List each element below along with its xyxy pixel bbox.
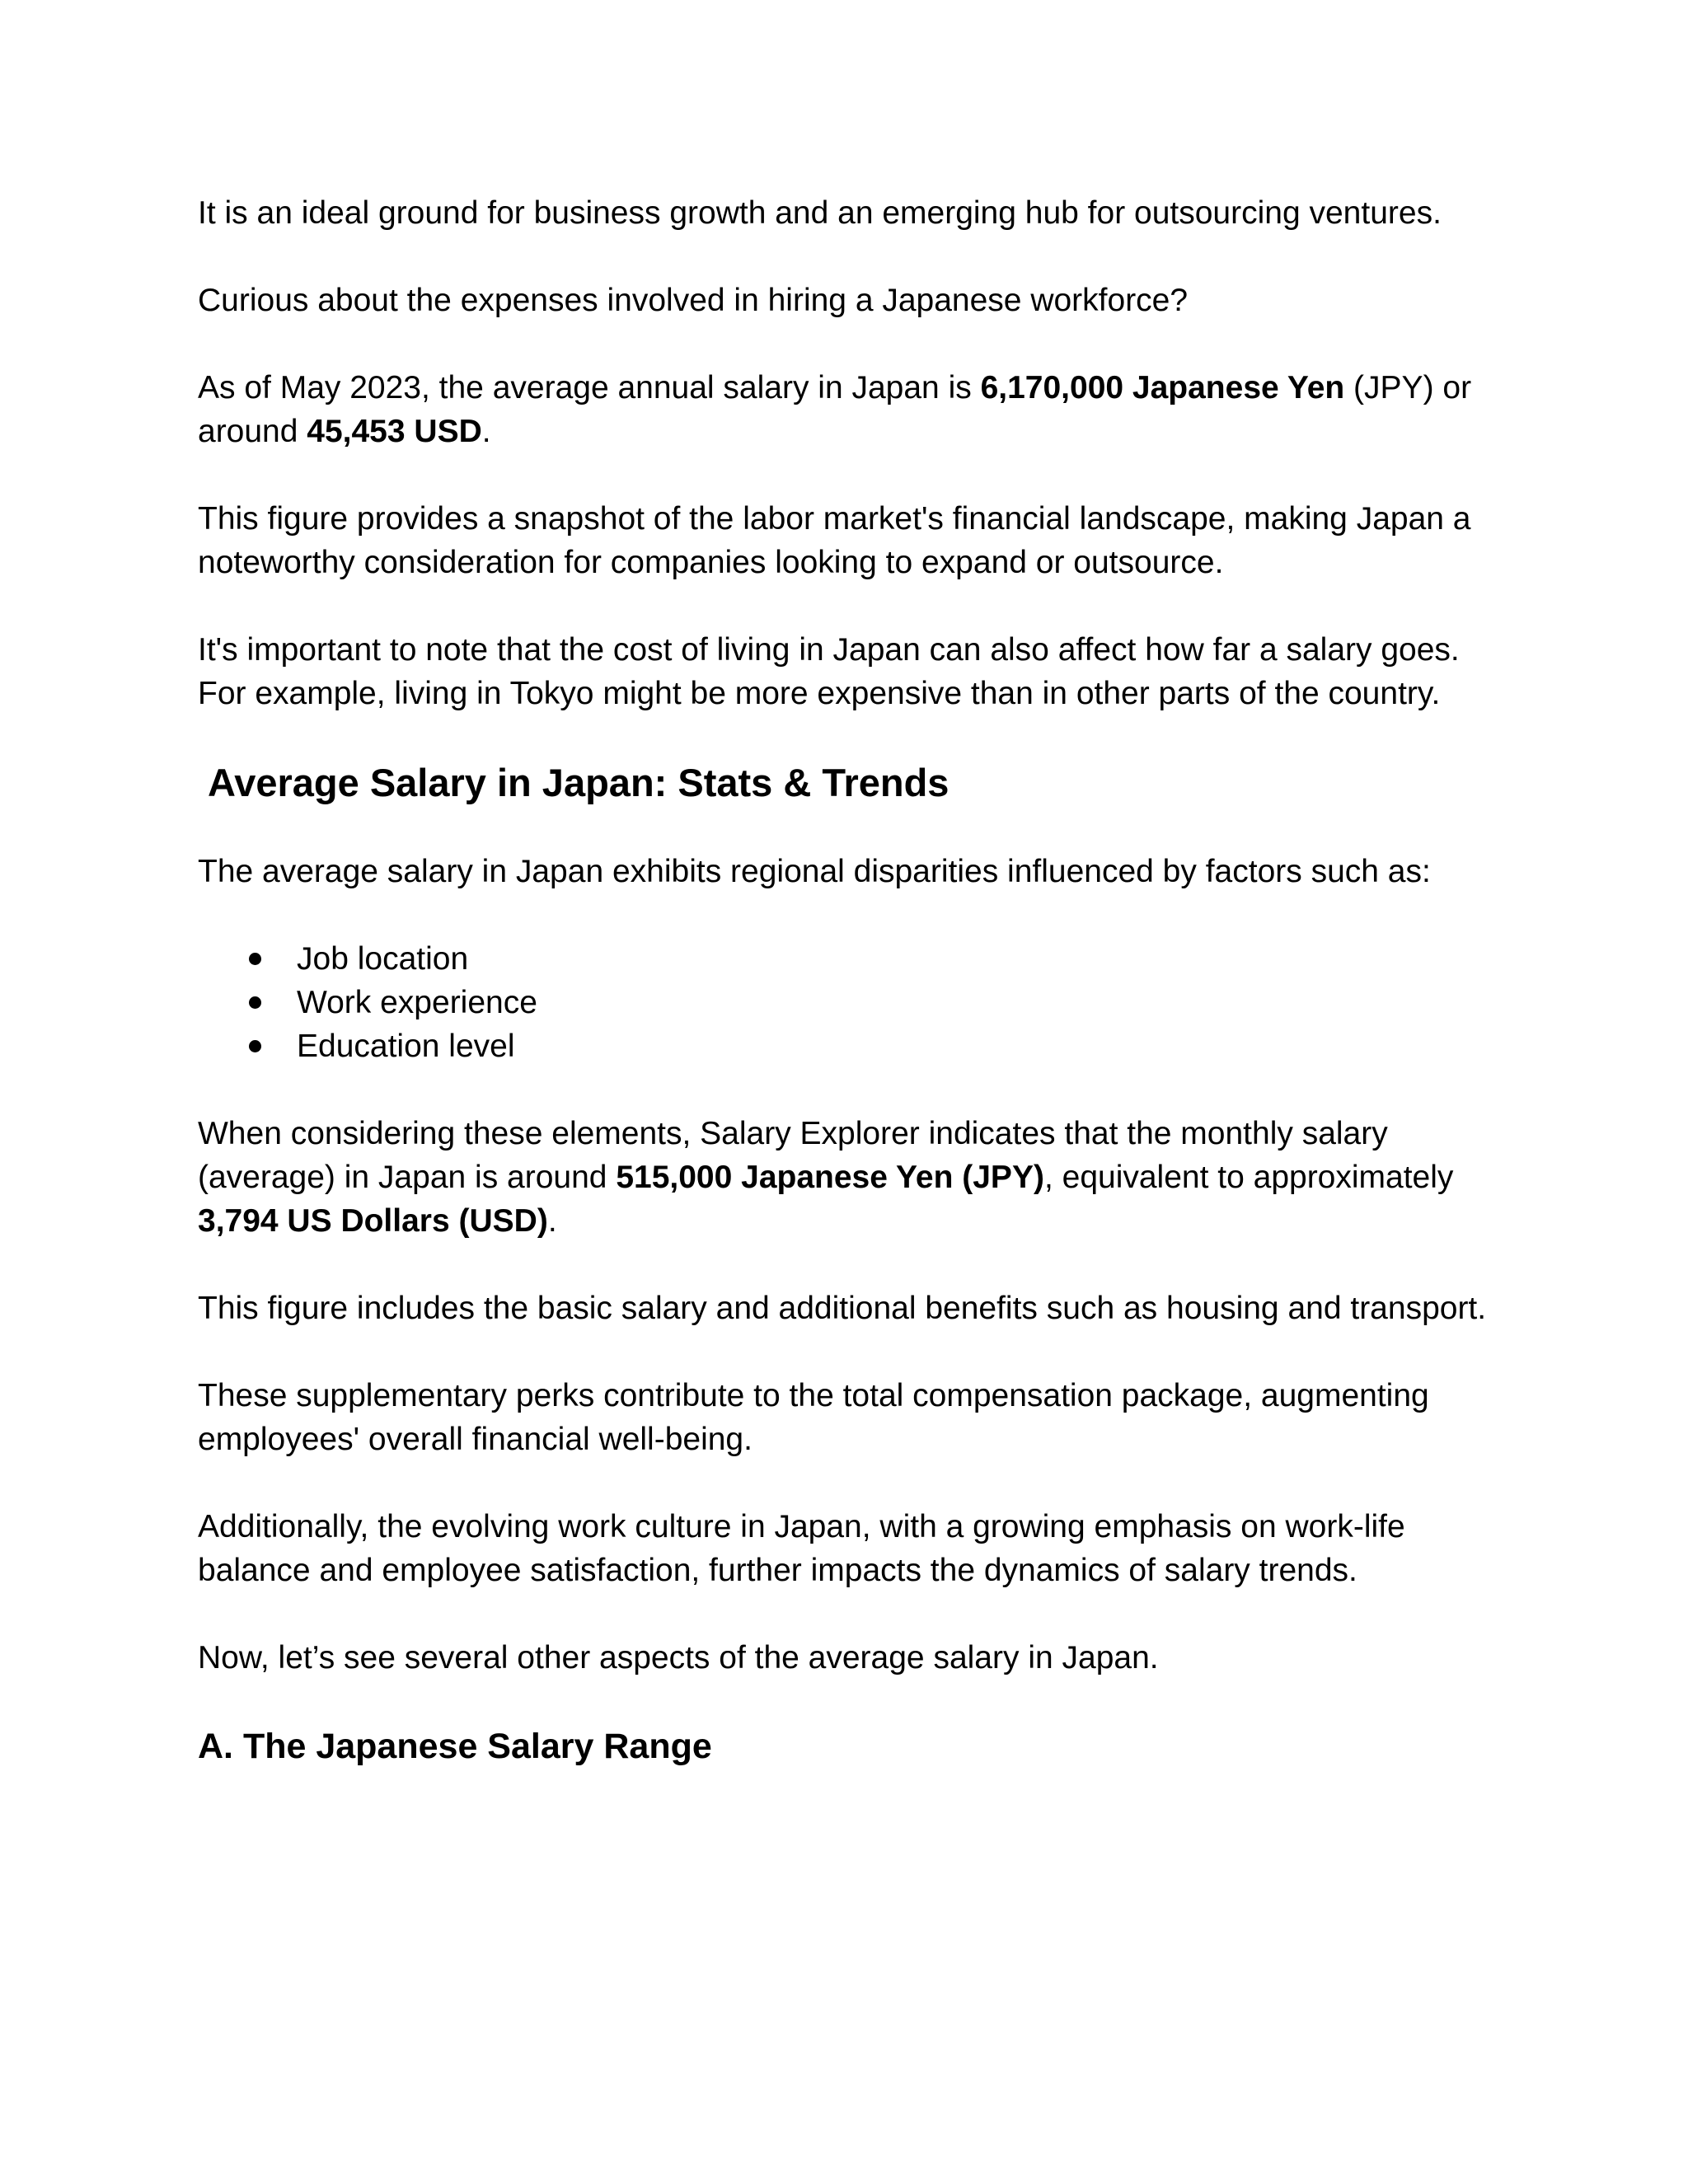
- bullet-icon: [249, 1040, 261, 1052]
- annual-jpy-figure: 6,170,000 Japanese Yen: [980, 370, 1345, 405]
- paragraph-question: Curious about the expenses involved in hiring a Japanese workforce?: [198, 283, 1189, 318]
- paragraph-cost-of-living: It's important to note that the cost of living in Japan can also affect how far a salary goes. For example, living in Tokyo might be more expensive than in other parts of the country.: [198, 632, 1460, 711]
- text-run: , equivalent to approximately: [1043, 1160, 1454, 1195]
- list-item: [198, 981, 1517, 1024]
- paragraph-work-culture: Additionally, the evolving work culture in Japan, with a growing emphasis on work-life balance and employee satisfaction, further impacts the dynamics of salary trends.: [198, 1509, 1405, 1588]
- paragraph-transition: Now, let’s see several other aspects of the average salary in Japan.: [198, 1640, 1159, 1675]
- document-page: [198, 191, 1517, 1769]
- list-item-label: Education level: [297, 1029, 515, 1064]
- paragraph-monthly-salary: [198, 1112, 1517, 1243]
- list-item-label: Job location: [297, 941, 469, 977]
- subsection-heading: A. The Japanese Salary Range: [198, 1727, 712, 1766]
- paragraph-snapshot: This figure provides a snapshot of the labor market's financial landscape, making Japan a noteworthy consideration for companies looking to expand or outsource.: [198, 501, 1471, 580]
- factor-list: [198, 937, 1517, 1068]
- list-item-label: Work experience: [297, 985, 537, 1020]
- text-run: .: [547, 1203, 557, 1239]
- paragraph-annual-salary: [198, 366, 1517, 453]
- text-run: (JPY) or around: [198, 370, 1472, 449]
- paragraph-perks: These supplementary perks contribute to the total compensation package, augmenting employees' overall financial well-being.: [198, 1378, 1429, 1457]
- text-run: When considering these elements, Salary Explorer indicates that the monthly salary (average) in Japan is around: [198, 1116, 1388, 1195]
- text-run: As of May 2023, the average annual salary in Japan is: [198, 370, 981, 405]
- paragraph-intro: It is an ideal ground for business growth and an emerging hub for outsourcing ventures.: [198, 195, 1442, 231]
- monthly-jpy-figure: 515,000 Japanese Yen (JPY): [616, 1160, 1044, 1195]
- text-run: .: [481, 414, 491, 449]
- list-item: [198, 1024, 1517, 1068]
- bullet-icon: [249, 996, 261, 1009]
- annual-usd-figure: 45,453 USD: [307, 414, 482, 449]
- bullet-icon: [249, 953, 261, 965]
- monthly-usd-figure: 3,794 US Dollars (USD): [198, 1203, 548, 1239]
- paragraph-section-intro: The average salary in Japan exhibits regional disparities influenced by factors such as:: [198, 854, 1431, 889]
- section-heading: Average Salary in Japan: Stats & Trends: [208, 761, 950, 804]
- list-item: [198, 937, 1517, 981]
- paragraph-benefits: This figure includes the basic salary and additional benefits such as housing and transport.: [198, 1291, 1487, 1326]
